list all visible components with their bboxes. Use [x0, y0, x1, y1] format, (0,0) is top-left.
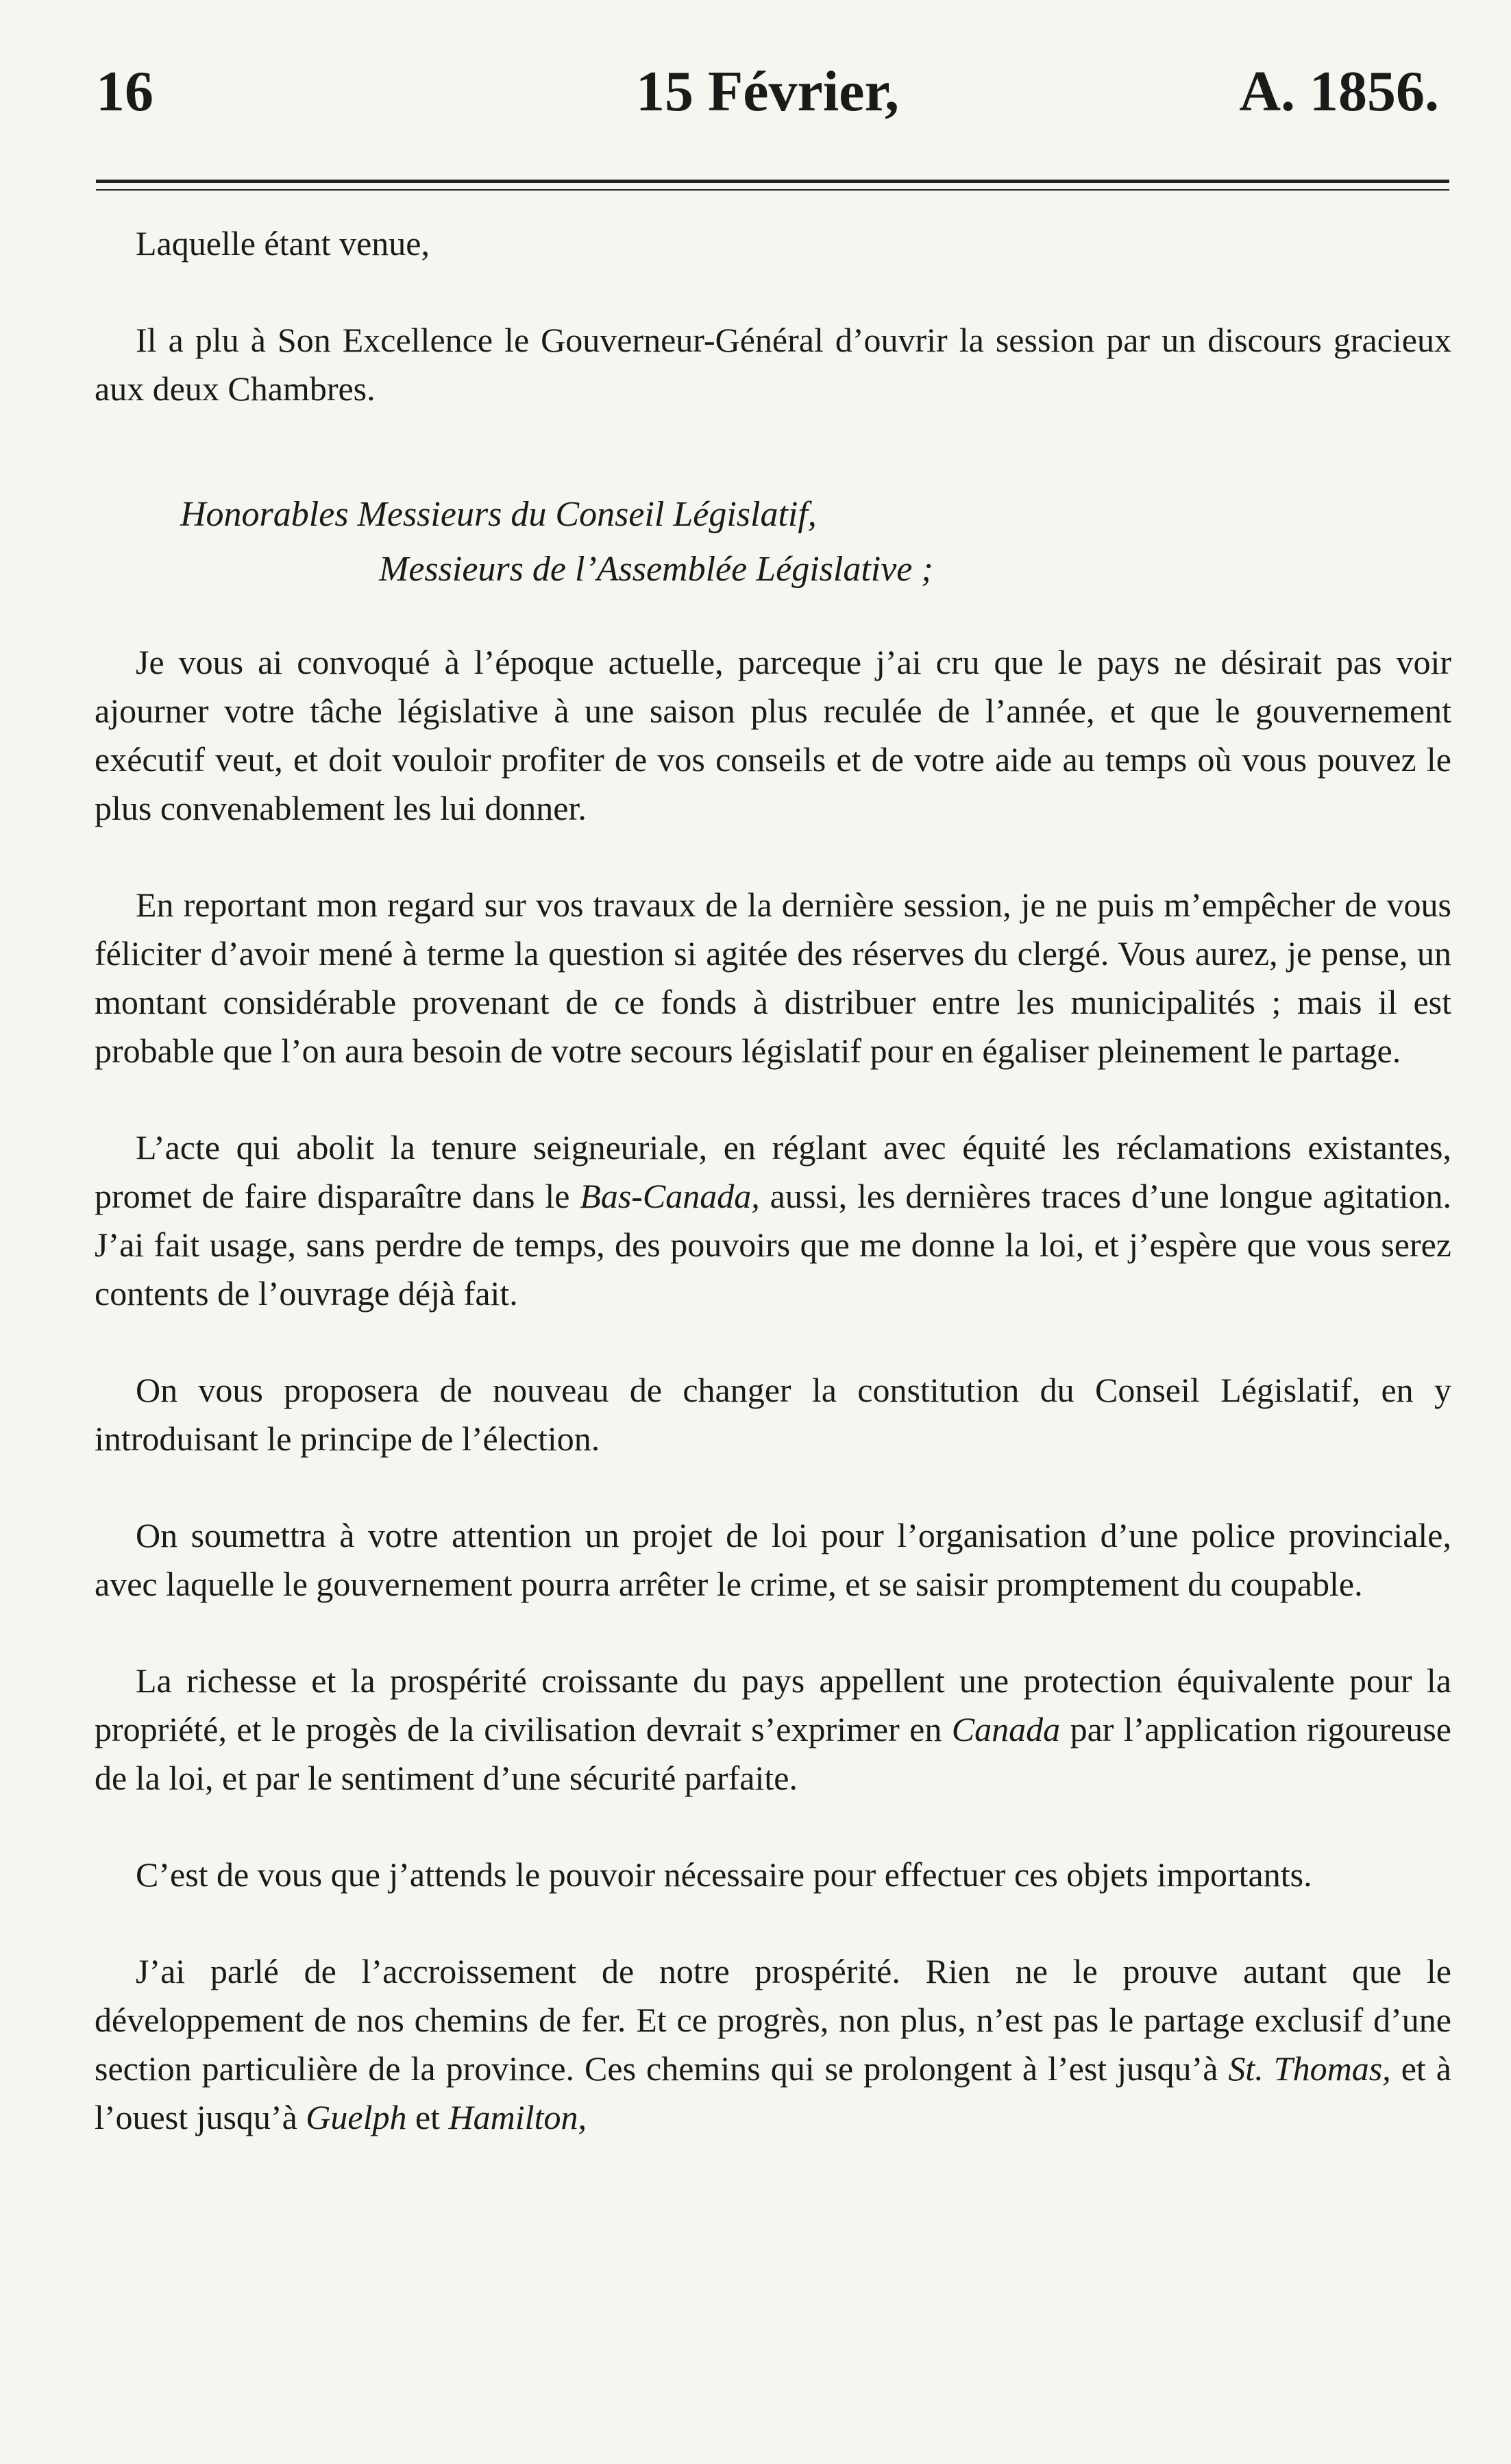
italic-place-name: St. Thomas,: [1228, 2049, 1391, 2088]
paragraph-session-opening: Il a plu à Son Excellence le Gouverneur-Général d’ouvrir la session par un discours gracieux aux deux Chambres.: [95, 321, 1451, 408]
text-span: L’acte qui abolit la tenure seigneuriale, en réglant avec équité les réclamations existantes, promet de faire disparaître dans le: [95, 1128, 1451, 1215]
text-span: et: [406, 2098, 449, 2136]
paragraph-seigneurial-tenure: [95, 1123, 1451, 1318]
paragraph-prosperity: [95, 1657, 1451, 1803]
text-span: aussi, les dernières traces d’une longue agitation. J’ai fait usage, sans perdre de temps, des pouvoirs que me donne la loi, et j’espère que vous serez contents de l’ouvrage déjà fait.: [95, 1177, 1451, 1313]
address-line-assembly: Messieurs de l’Assemblée Législative ;: [379, 550, 933, 589]
paragraph-power-needed: C’est de vous que j’attends le pouvoir nécessaire pour effectuer ces objets importants.: [136, 1855, 1312, 1894]
page-number: 16: [96, 60, 153, 123]
document-body: [95, 219, 1451, 2142]
italic-place-name: Canada: [951, 1710, 1061, 1748]
italic-place-name: Bas-Canada,: [580, 1177, 760, 1215]
text-span: J’ai parlé de l’accroissement de notre prospérité. Rien ne le prouve autant que le développement de nos chemins de fer. Et ce progrès, non plus, n’est pas le partage exclusif d’une section particulière de la province. Ces chemins qui se prolongent à l’est jusqu’à: [95, 1952, 1451, 2088]
italic-place-name: Hamilton,: [448, 2098, 587, 2136]
paragraph-convocation: Je vous ai convoqué à l’époque actuelle, parceque j’ai cru que le pays ne désirait pas voir ajourner votre tâche législative à une saison plus reculée de l’année, et que le gouvernement exécutif veut, et doit vouloir profiter de vos conseils et de votre aide au temps où vous pouvez le plus convenablement les lui donner.: [95, 643, 1451, 827]
header-rule-thin: [96, 189, 1449, 191]
paragraph-railways: [95, 1947, 1451, 2142]
paragraph-clergy-reserves: En reportant mon regard sur vos travaux de la dernière session, je ne puis m’empêcher de vous féliciter d’avoir mené à terme la question si agitée des réserves du clergé. Vous aurez, je pense, un montant considérable provenant de ce fonds à distribuer entre les municipalités ; mais il est probable que l’on aura besoin de votre secours législatif pour en égaliser pleinement le partage.: [95, 886, 1451, 1070]
address-line-council: Honorables Messieurs du Conseil Législatif,: [180, 495, 817, 534]
page-date: 15 Février,: [635, 60, 900, 123]
italic-place-name: Guelph: [306, 2098, 407, 2136]
page-year: A. 1856.: [1239, 60, 1439, 123]
paragraph-opening: Laquelle étant venue,: [136, 224, 430, 263]
text-span: par l’application rigoureuse de la loi, et par le sentiment d’une sécurité parfaite.: [95, 1710, 1451, 1797]
paragraph-provincial-police: On soumettra à votre attention un projet de loi pour l’organisation d’une police provinciale, avec laquelle le gouvernement pourra arrêter le crime, et se saisir promptement du coupable.: [95, 1516, 1451, 1603]
page-header: [96, 60, 1439, 138]
header-rule-thick: [96, 180, 1449, 183]
paragraph-council-constitution: On vous proposera de nouveau de changer la constitution du Conseil Législatif, en y introduisant le principe de l’élection.: [95, 1371, 1451, 1458]
text-span: et à l’ouest jusqu’à: [95, 2049, 1451, 2136]
text-span: La richesse et la prospérité croissante du pays appellent une protection équivalente pour la propriété, et le progès de la civilisation devrait s’exprimer en: [95, 1661, 1451, 1748]
